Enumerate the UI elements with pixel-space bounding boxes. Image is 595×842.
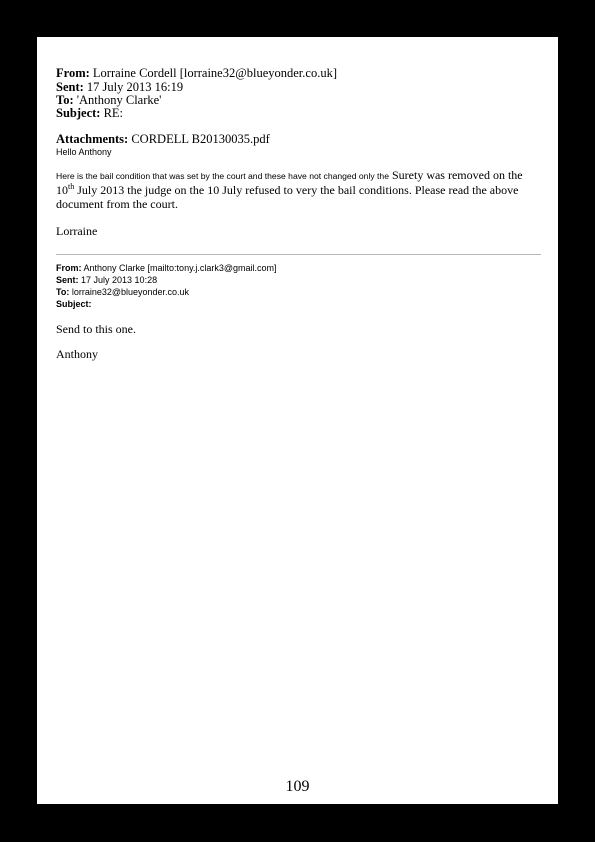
from-label: From: <box>56 66 90 80</box>
fwd-sent-label: Sent: <box>56 275 79 285</box>
forwarded-signature: Anthony <box>56 347 98 361</box>
email-body-paragraph <box>56 168 538 211</box>
page-number: 109 <box>285 778 310 795</box>
greeting: Hello Anthony <box>56 147 112 157</box>
fwd-from-label: From: <box>56 263 82 273</box>
fwd-to-label: To: <box>56 287 70 297</box>
forwarded-subject-line <box>56 298 92 310</box>
forwarded-body: Send to this one. <box>56 322 136 336</box>
sent-value: 17 July 2013 16:19 <box>86 80 184 94</box>
body-text-part2: Surety was removed on the 10 <box>56 168 523 197</box>
forwarded-to-line <box>56 286 189 298</box>
fwd-to-value: lorraine32@blueyonder.co.uk <box>71 287 190 297</box>
email-subject-line <box>56 106 123 120</box>
fwd-sent-value: 17 July 2013 10:28 <box>81 275 158 285</box>
email-from-line <box>56 66 337 80</box>
body-text-part3: July 2013 the judge on the 10 July refused to very the bail conditions. Please read the above document from the court. <box>56 183 519 211</box>
sent-label: Sent: <box>56 80 84 94</box>
fwd-subject-label: Subject: <box>56 299 92 309</box>
subject-value: RE: <box>103 106 124 120</box>
separator-line <box>56 254 541 255</box>
email-attachments-line <box>56 132 270 146</box>
to-label: To: <box>56 93 74 107</box>
attachment-file-link[interactable]: CORDELL B20130035.pdf <box>131 132 270 146</box>
subject-label: Subject: <box>56 106 101 120</box>
email-signature: Lorraine <box>56 224 98 238</box>
fwd-from-value: Anthony Clarke [mailto:tony.j.clark3@gmail.com] <box>83 263 277 273</box>
document-page <box>37 37 558 804</box>
email-sent-line <box>56 80 183 94</box>
from-value: Lorraine Cordell [lorraine32@blueyonder.co.uk] <box>92 66 337 80</box>
forwarded-sent-line <box>56 274 157 286</box>
to-value: 'Anthony Clarke' <box>76 93 162 107</box>
email-to-line <box>56 93 161 107</box>
attachments-label: Attachments: <box>56 132 129 146</box>
body-text-part1: Here is the bail condition that was set by the court and these have not changed only the <box>56 171 389 181</box>
body-superscript: th <box>68 182 75 191</box>
forwarded-from-line <box>56 262 277 274</box>
